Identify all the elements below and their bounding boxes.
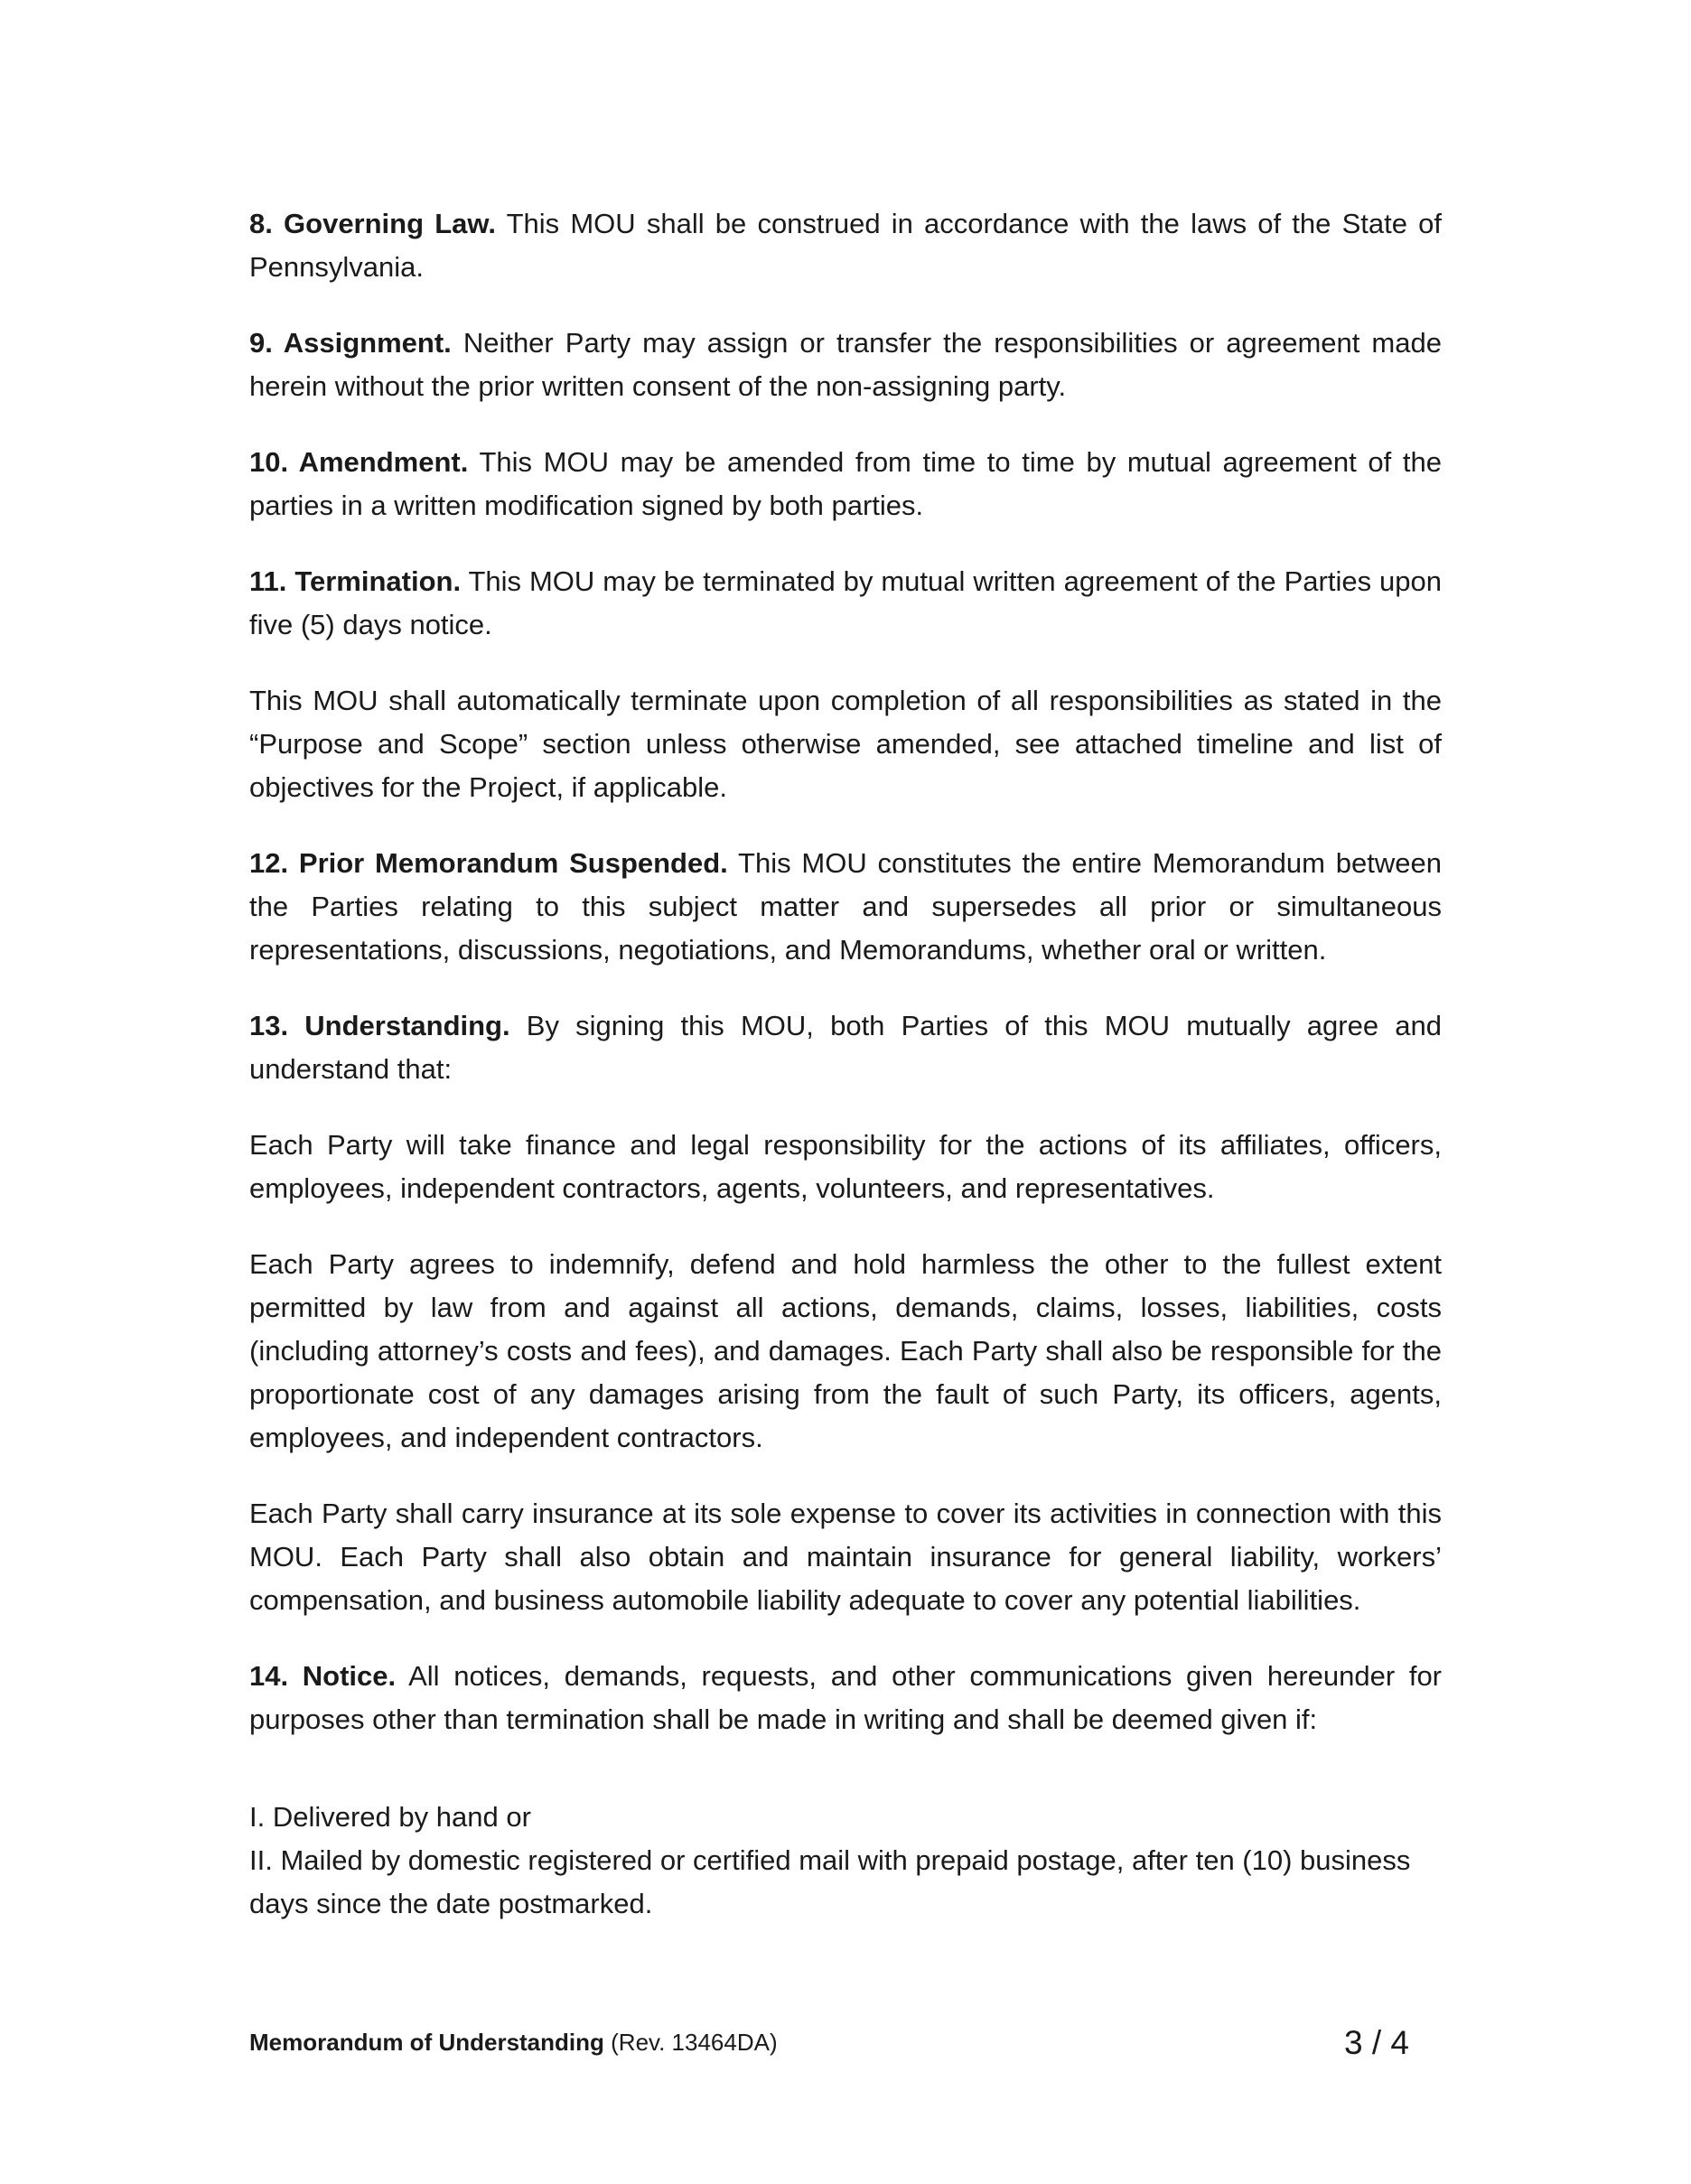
section-text: By signing this MOU, both Parties of this MOU mutually agree and understand that: — [249, 1010, 1442, 1085]
section-text: All notices, demands, requests, and other communications given hereunder for purposes other than termination shall be made in writing and shall be deemed given if: — [249, 1660, 1443, 1735]
section-heading: 12. Prior Memorandum Suspended. — [249, 847, 728, 879]
section-prior-memorandum — [249, 842, 1442, 972]
section-amendment — [249, 441, 1442, 527]
list-item: I. Delivered by hand or — [249, 1801, 531, 1833]
section-heading: 13. Understanding. — [249, 1010, 510, 1041]
notice-list — [249, 1796, 1442, 1926]
list-item: II. Mailed by domestic registered or certified mail with prepaid postage, after ten (10) business days since the date postmarked. — [249, 1844, 1411, 1919]
section-heading: 11. Termination. — [249, 565, 462, 597]
section-text: Neither Party may assign or transfer the responsibilities or agreement made herein without the prior written consent of the non-assigning party. — [249, 327, 1442, 402]
understanding-insurance-paragraph — [249, 1492, 1442, 1622]
footer-title: Memorandum of Understanding — [249, 2029, 604, 2056]
section-heading: 10. Amendment. — [249, 446, 469, 478]
section-text: This MOU may be amended from time to time by mutual agreement of the parties in a written modification signed by both parties. — [249, 446, 1442, 521]
section-termination — [249, 560, 1442, 647]
footer-revision: (Rev. 13464DA) — [611, 2029, 778, 2056]
section-text: This MOU shall be construed in accordance with the laws of the State of Pennsylvania. — [249, 208, 1442, 283]
section-text: Each Party shall carry insurance at its sole expense to cover its activities in connection with this MOU. Each Party shall also obtain and maintain insurance for general liability, workers’ compensation, and business automobile liability adequate to cover any potential liabilities. — [249, 1498, 1442, 1616]
section-heading: 8. Governing Law. — [249, 208, 496, 239]
section-text: This MOU shall automatically terminate upon completion of all responsibilities as stated in the “Purpose and Scope” section unless otherwise amended, see attached timeline and list of objectives for the Project, if applicable. — [249, 685, 1442, 803]
section-heading: 14. Notice. — [249, 1660, 397, 1692]
section-text: Each Party will take finance and legal responsibility for the actions of its affiliates, officers, employees, independent contractors, agents, volunteers, and representatives. — [249, 1129, 1442, 1204]
footer-document-title — [249, 2027, 778, 2058]
section-notice — [249, 1655, 1442, 1741]
page-number: 3 / 4 — [1344, 2024, 1409, 2061]
termination-detail-paragraph — [249, 679, 1442, 809]
section-text: This MOU constitutes the entire Memorandum between the Parties relating to this subject matter and supersedes all prior or simultaneous representations, discussions, negotiations, and Memorandums, whether oral or written. — [249, 847, 1442, 966]
section-governing-law — [249, 202, 1442, 289]
understanding-responsibility-paragraph — [249, 1124, 1442, 1210]
section-assignment — [249, 322, 1442, 408]
section-text: This MOU may be terminated by mutual written agreement of the Parties upon five (5) days notice. — [249, 565, 1443, 640]
section-understanding — [249, 1004, 1442, 1091]
document-body — [249, 202, 1442, 1926]
section-heading: 9. Assignment. — [249, 327, 452, 359]
section-text: Each Party agrees to indemnify, defend and hold harmless the other to the fullest extent permitted by law from and against all actions, demands, claims, losses, liabilities, costs (including attorney’s costs and fees), and damages. Each Party shall also be responsible for the proportionate cost of any damages arising from the fault of such Party, its officers, agents, employees, and independent contractors. — [249, 1248, 1442, 1453]
understanding-indemnify-paragraph — [249, 1243, 1442, 1460]
